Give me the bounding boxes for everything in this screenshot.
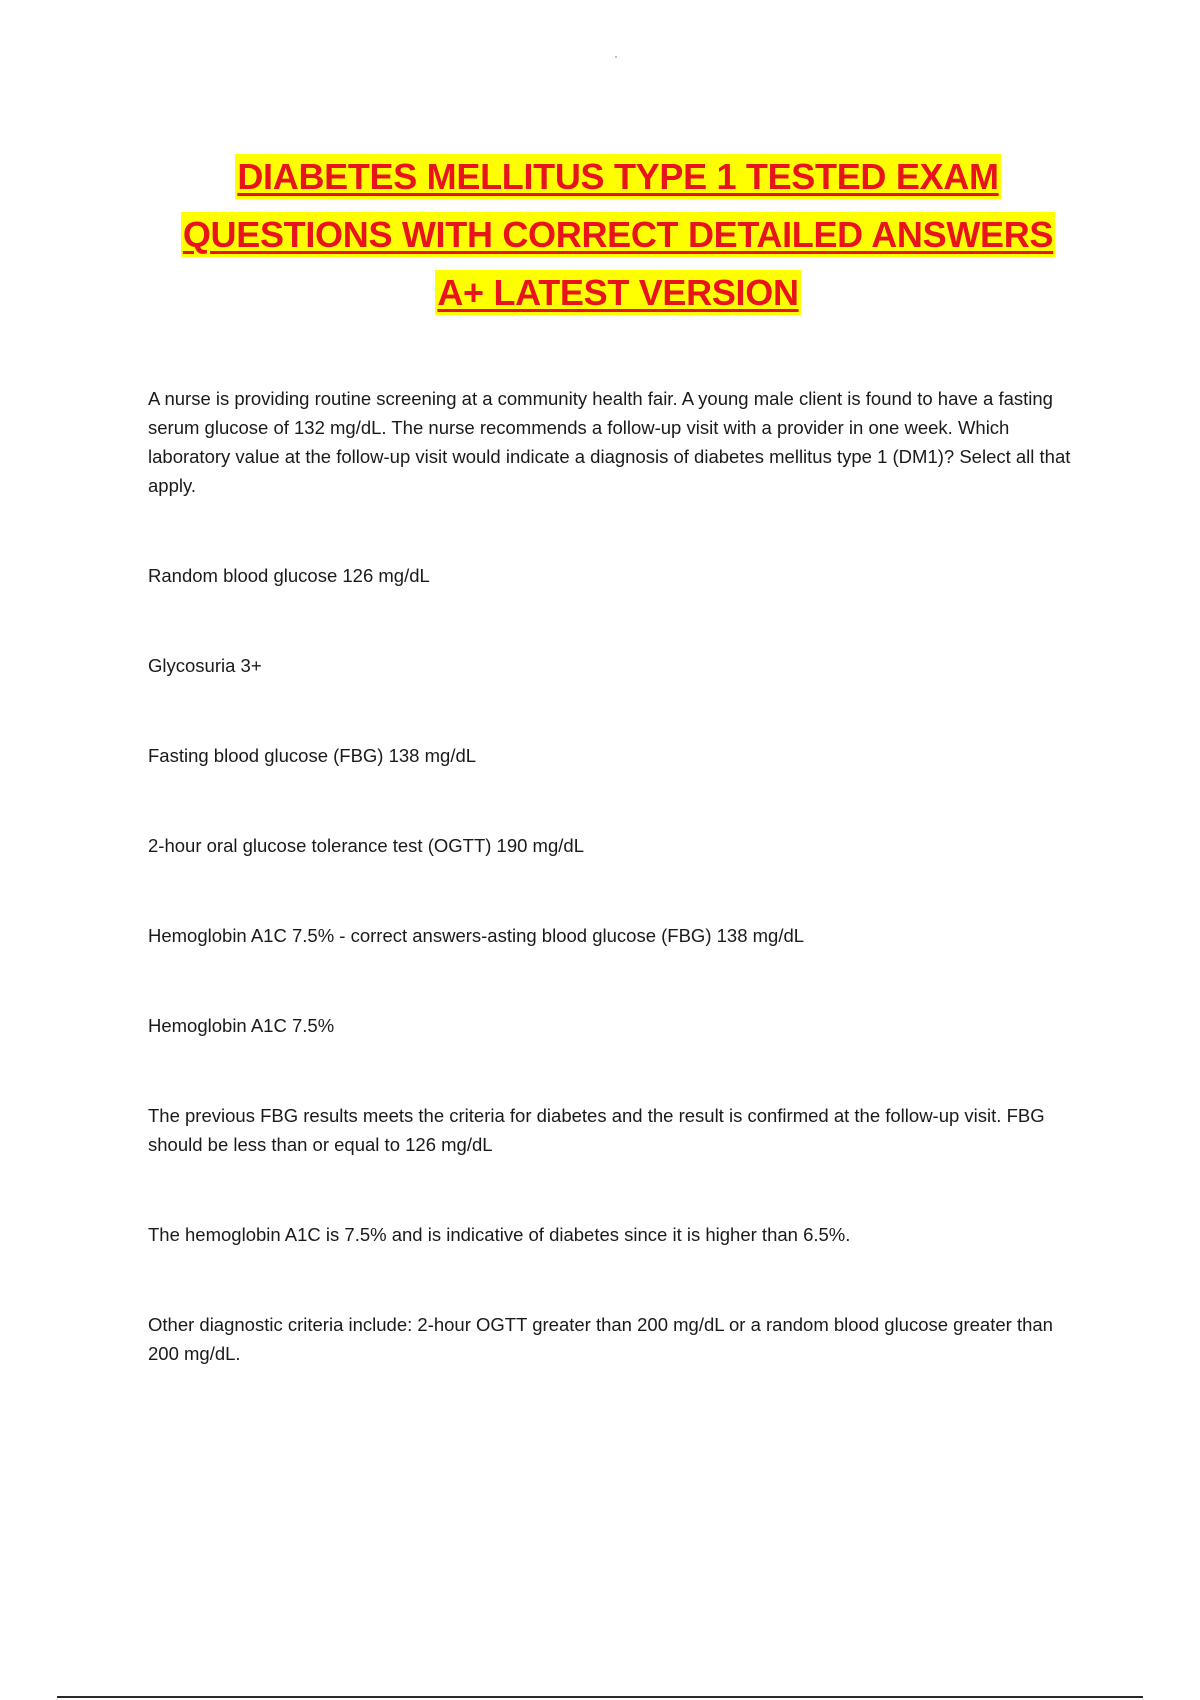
answer-option-6: Hemoglobin A1C 7.5%: [148, 1015, 335, 1036]
title-line-1: [0, 148, 1200, 206]
question-text: A nurse is providing routine screening at a community health fair. A young male client is found to have a fasting serum glucose of 132 mg/dL. The nurse recommends a follow-up visit with a provider in one week. Which laboratory value at the follow-up visit would indicate a diagnosis of diabetes mellitus type 1 (DM1)? Select all that apply.: [148, 388, 1071, 496]
answer-option-2: Glycosuria 3+: [148, 655, 262, 676]
document-body: [148, 384, 1088, 1368]
title-line-3-text: A+ LATEST VERSION: [437, 272, 799, 313]
rationale-paragraph-2: The hemoglobin A1C is 7.5% and is indicative of diabetes since it is higher than 6.5%.: [148, 1224, 851, 1245]
answer-option-3: Fasting blood glucose (FBG) 138 mg/dL: [148, 745, 477, 766]
title-line-1-text: DIABETES MELLITUS TYPE 1 TESTED EXAM: [237, 156, 999, 197]
title-line-2-text: QUESTIONS WITH CORRECT DETAILED ANSWERS: [182, 214, 1054, 255]
title-line-2: [0, 206, 1200, 264]
rationale-paragraph-3: Other diagnostic criteria include: 2-hour OGTT greater than 200 mg/dL or a random blood glucose greater than 200 mg/dL.: [148, 1314, 1053, 1364]
scan-speck: [615, 56, 617, 58]
answer-option-4: 2-hour oral glucose tolerance test (OGTT) 190 mg/dL: [148, 835, 584, 856]
answer-option-5: Hemoglobin A1C 7.5% - correct answers-asting blood glucose (FBG) 138 mg/dL: [148, 925, 805, 946]
rationale-paragraph-1: The previous FBG results meets the criteria for diabetes and the result is confirmed at the follow-up visit. FBG should be less than or equal to 126 mg/dL: [148, 1105, 1045, 1155]
answer-option-1: Random blood glucose 126 mg/dL: [148, 565, 430, 586]
title-line-3: [0, 264, 1200, 322]
document-title: [0, 148, 1200, 322]
page-bottom-rule: [57, 1696, 1143, 1698]
